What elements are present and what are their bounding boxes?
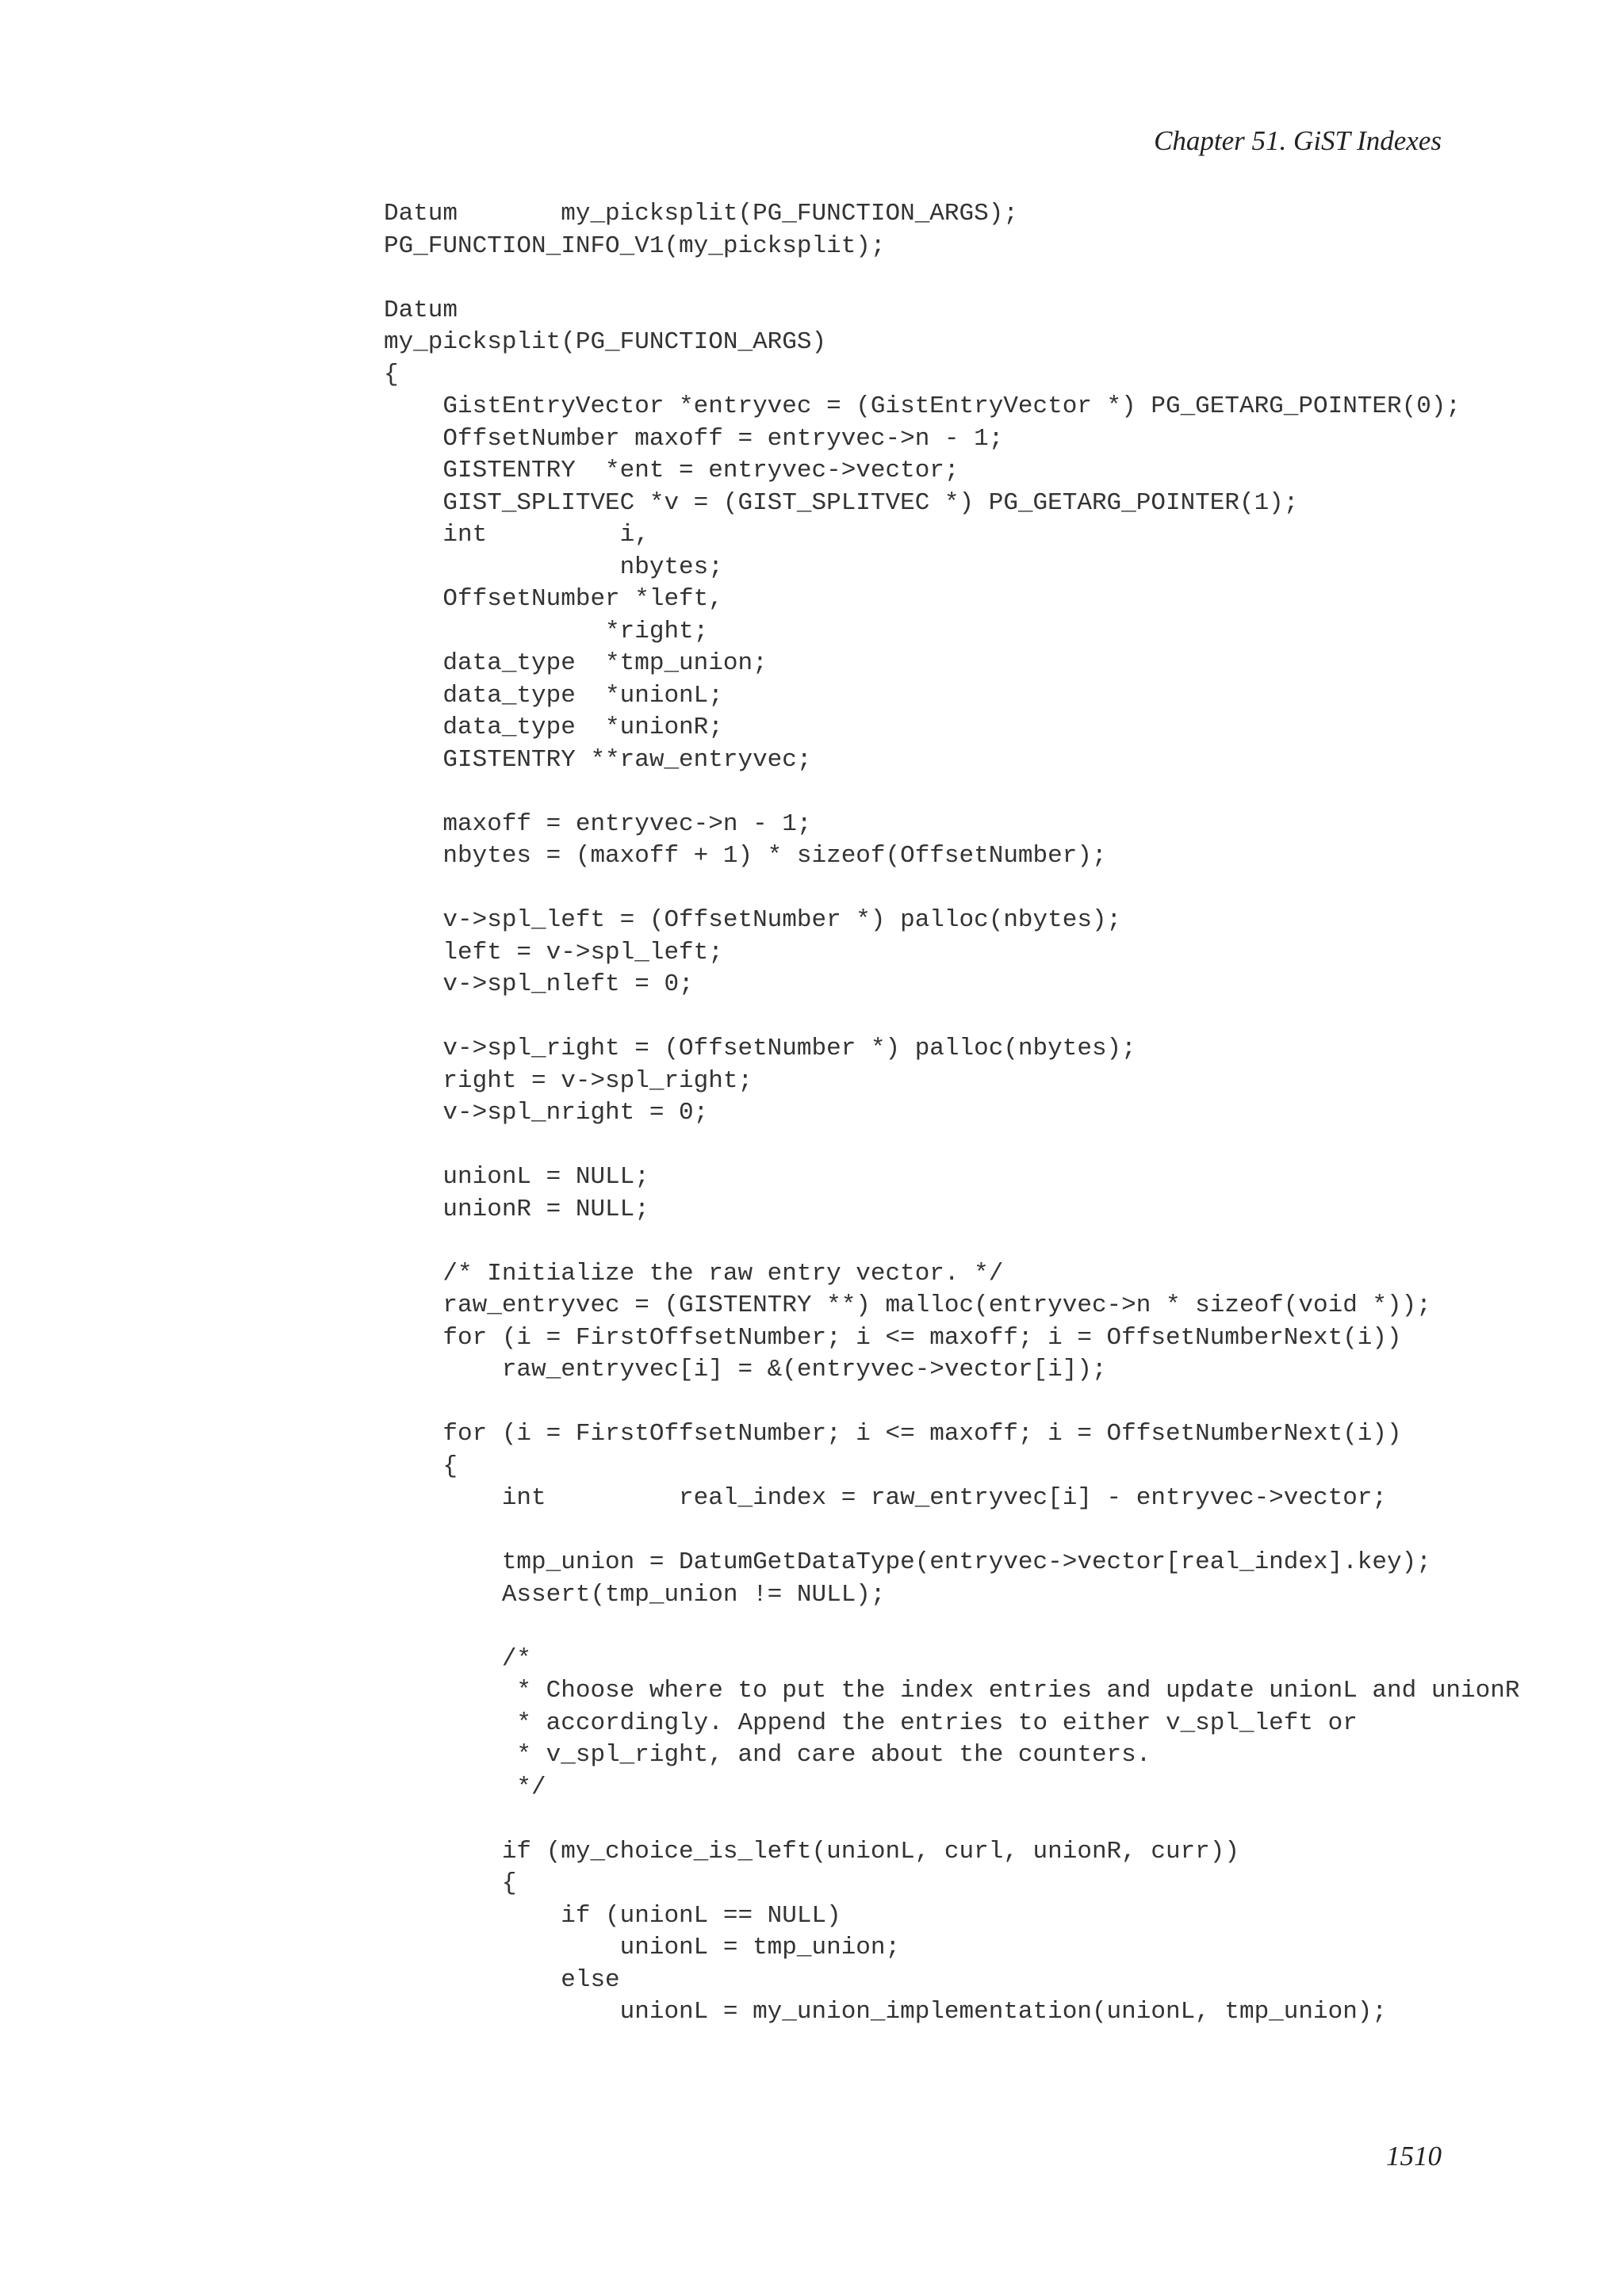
code-line xyxy=(384,1611,1519,1644)
code-line: Datum my_picksplit(PG_FUNCTION_ARGS); xyxy=(384,200,1018,228)
code-listing xyxy=(384,198,1519,2029)
code-line: if (unionL == NULL) xyxy=(384,1901,841,1930)
code-line: if (my_choice_is_left(unionL, curl, unionR, curr)) xyxy=(384,1837,1239,1866)
code-line: raw_entryvec = (GISTENTRY **) malloc(entryvec->n * sizeof(void *)); xyxy=(384,1292,1431,1319)
code-line: nbytes = (maxoff + 1) * sizeof(OffsetNumber); xyxy=(384,842,1107,870)
code-line: Datum xyxy=(384,296,458,324)
code-line: data_type *unionL; xyxy=(384,681,723,710)
code-line: my_picksplit(PG_FUNCTION_ARGS) xyxy=(384,328,827,356)
code-line: v->spl_left = (OffsetNumber *) palloc(nbytes); xyxy=(384,906,1122,934)
code-line: right = v->spl_right; xyxy=(384,1066,753,1095)
code-line: for (i = FirstOffsetNumber; i <= maxoff; i = OffsetNumberNext(i)) xyxy=(384,1323,1402,1352)
code-line: v->spl_right = (OffsetNumber *) palloc(nbytes); xyxy=(384,1035,1136,1062)
code-line: /* Initialize the raw entry vector. */ xyxy=(384,1259,1004,1288)
code-line: GistEntryVector *entryvec = (GistEntryVector *) PG_GETARG_POINTER(0); xyxy=(384,392,1461,420)
code-line: Assert(tmp_union != NULL); xyxy=(384,1580,886,1609)
code-line: GIST_SPLITVEC *v = (GIST_SPLITVEC *) PG_GETARG_POINTER(1); xyxy=(384,488,1299,517)
code-line xyxy=(384,1515,1519,1548)
code-line: OffsetNumber maxoff = entryvec->n - 1; xyxy=(384,424,1004,453)
code-line: /* xyxy=(384,1644,532,1673)
code-line: int real_index = raw_entryvec[i] - entryvec->vector; xyxy=(384,1484,1388,1512)
code-line: raw_entryvec[i] = &(entryvec->vector[i]); xyxy=(384,1356,1107,1383)
code-line: GISTENTRY **raw_entryvec; xyxy=(384,745,812,774)
code-line: unionL = tmp_union; xyxy=(384,1934,901,1961)
code-line: *right; xyxy=(384,617,709,645)
code-line xyxy=(384,873,1519,905)
code-line: data_type *tmp_union; xyxy=(384,649,768,677)
code-line: OffsetNumber *left, xyxy=(384,585,723,613)
code-line: unionL = NULL; xyxy=(384,1163,649,1191)
chapter-header: Chapter 51. GiST Indexes xyxy=(1154,125,1442,156)
code-line xyxy=(384,1226,1519,1258)
code-line: else xyxy=(384,1965,620,1994)
code-line: */ xyxy=(384,1773,546,1801)
code-line: for (i = FirstOffsetNumber; i <= maxoff; i = OffsetNumberNext(i)) xyxy=(384,1420,1402,1448)
code-line: unionR = NULL; xyxy=(384,1195,649,1223)
code-line: tmp_union = DatumGetDataType(entryvec->vector[real_index].key); xyxy=(384,1548,1431,1576)
code-line: left = v->spl_left; xyxy=(384,938,723,966)
page-number: 1510 xyxy=(1386,2141,1442,2172)
code-line xyxy=(384,776,1519,809)
code-line: { xyxy=(384,360,399,388)
code-line: maxoff = entryvec->n - 1; xyxy=(384,809,812,838)
code-line xyxy=(384,1387,1519,1419)
code-line xyxy=(384,1001,1519,1034)
code-line: v->spl_nright = 0; xyxy=(384,1099,709,1127)
code-line xyxy=(384,262,1519,295)
code-line: v->spl_nleft = 0; xyxy=(384,970,694,998)
code-line: PG_FUNCTION_INFO_V1(my_picksplit); xyxy=(384,232,886,260)
code-line: int i, xyxy=(384,521,649,549)
code-line: { xyxy=(384,1452,458,1480)
code-line: * accordingly. Append the entries to either v_spl_left or xyxy=(384,1709,1358,1737)
code-line: nbytes; xyxy=(384,553,723,581)
code-line: * Choose where to put the index entries and update unionL and unionR xyxy=(384,1677,1520,1705)
code-line: data_type *unionR; xyxy=(384,714,723,741)
code-line xyxy=(384,1130,1519,1162)
code-line: GISTENTRY *ent = entryvec->vector; xyxy=(384,457,959,484)
code-line xyxy=(384,1804,1519,1836)
code-line: * v_spl_right, and care about the counters. xyxy=(384,1741,1151,1769)
code-line: unionL = my_union_implementation(unionL, tmp_union); xyxy=(384,1998,1388,2026)
code-line: { xyxy=(384,1869,517,1897)
